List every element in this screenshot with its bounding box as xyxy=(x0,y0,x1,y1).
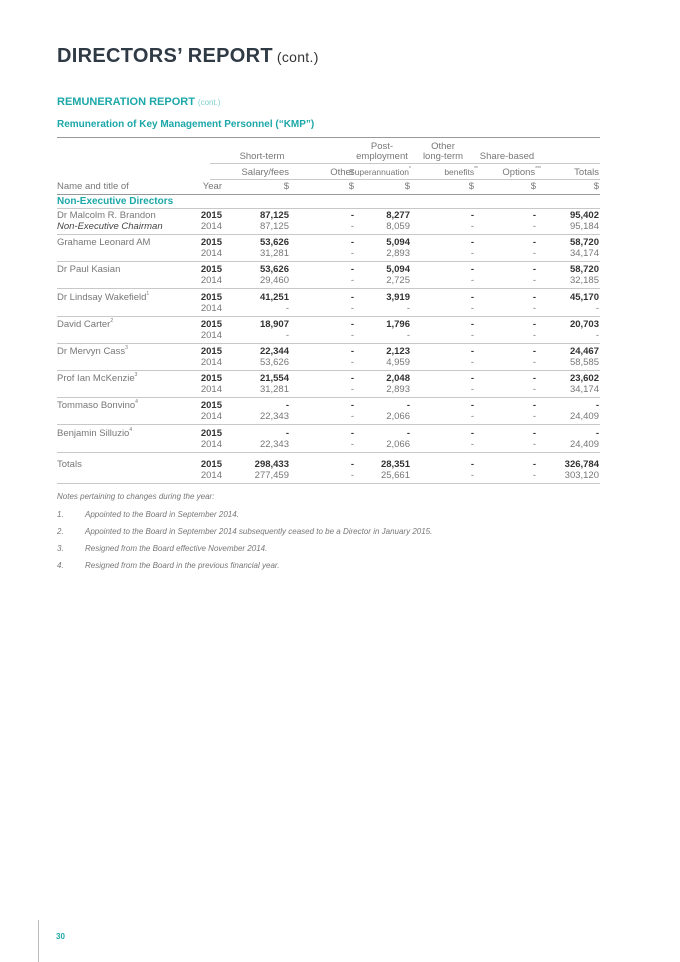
cell-salary: 41,251 xyxy=(259,291,289,303)
cell-benefits: - xyxy=(470,248,474,260)
cell-year: 2014 xyxy=(200,275,222,287)
footnote-marker: 3 xyxy=(125,345,128,351)
cell-salary: 21,554 xyxy=(259,373,289,385)
table-rule xyxy=(57,261,600,262)
header-other-long-term: long-term xyxy=(422,151,464,162)
cell-options: - xyxy=(532,237,536,249)
header-unit-other: $ xyxy=(348,181,354,192)
cell-salary: - xyxy=(285,302,289,314)
footnote-marker: ** xyxy=(474,166,478,172)
table-rule xyxy=(210,179,600,180)
page-title: DIRECTORS’ REPORT (cont.) xyxy=(57,45,319,67)
cell-totals: 32,185 xyxy=(569,275,599,287)
cell-salary: 298,433 xyxy=(254,458,289,470)
cell-year: 2015 xyxy=(200,400,222,412)
header-unit-salary: $ xyxy=(283,181,289,192)
cell-super: 2,048 xyxy=(386,373,410,385)
director-name: Dr Paul Kasian xyxy=(57,264,121,276)
cell-year: 2014 xyxy=(200,221,222,232)
cell-year: 2014 xyxy=(200,302,222,314)
cell-year: 2015 xyxy=(200,318,222,330)
header-short-term: Short-term xyxy=(239,151,285,162)
page-number: 30 xyxy=(56,932,65,941)
cell-benefits: - xyxy=(470,411,474,423)
cell-benefits: - xyxy=(470,302,474,314)
footnote-marker: 1 xyxy=(146,290,150,297)
cell-options: - xyxy=(532,275,536,287)
cell-totals: 45,170 xyxy=(569,291,599,303)
cell-totals: 303,120 xyxy=(564,469,599,481)
cell-super: - xyxy=(406,400,410,412)
header-unit-benefits: $ xyxy=(468,181,474,192)
cell-super: 2,066 xyxy=(386,438,410,450)
cell-year: 2015 xyxy=(200,237,222,249)
note-item xyxy=(57,510,239,519)
cell-options: - xyxy=(532,210,536,221)
director-name: Prof Ian McKenzie$^3$ xyxy=(57,372,138,385)
cell-benefits: - xyxy=(470,210,474,221)
cell-salary: - xyxy=(285,329,289,341)
cell-salary: 87,125 xyxy=(259,210,289,221)
header-year: Year xyxy=(202,181,222,192)
cell-salary: 87,125 xyxy=(259,221,289,232)
cell-super: 8,059 xyxy=(386,221,410,232)
cell-other: - xyxy=(350,248,354,260)
table-rule xyxy=(57,288,600,289)
cell-year: 2015 xyxy=(200,346,222,357)
cell-totals: - xyxy=(595,302,599,314)
header-post-employment: employment xyxy=(356,151,408,162)
cell-other: - xyxy=(350,346,354,357)
cell-benefits: - xyxy=(470,329,474,341)
cell-year: 2015 xyxy=(200,210,222,221)
cell-totals: 326,784 xyxy=(564,458,599,470)
cell-salary: 31,281 xyxy=(259,384,289,396)
header-other: Other xyxy=(330,167,354,178)
director-name: Dr Mervyn Cass$^3$ xyxy=(57,345,128,357)
cell-other: - xyxy=(350,384,354,396)
cell-totals: 34,174 xyxy=(569,248,599,260)
cell-salary: 18,907 xyxy=(259,318,289,330)
cell-other: - xyxy=(350,400,354,412)
cell-benefits: - xyxy=(470,237,474,249)
cell-salary: 22,343 xyxy=(259,411,289,423)
table-rule xyxy=(210,163,600,164)
table-rule xyxy=(57,208,600,209)
cell-salary: 53,626 xyxy=(259,357,289,368)
cell-year: 2015 xyxy=(200,458,222,470)
cell-super: 25,661 xyxy=(380,469,410,481)
table-subtitle: Remuneration of Key Management Personnel (“KMP”) xyxy=(57,119,315,130)
cell-totals: 95,184 xyxy=(569,221,599,232)
note-text: Resigned from the Board in the previous financial year. xyxy=(85,561,280,570)
header-other-long-term: Other xyxy=(431,141,455,152)
cell-totals: 20,703 xyxy=(569,318,599,330)
cell-super: 2,893 xyxy=(386,248,410,260)
cell-totals: 24,409 xyxy=(569,438,599,450)
table-rule xyxy=(57,316,600,317)
cell-options: - xyxy=(532,384,536,396)
footnote-marker: 3 xyxy=(134,372,138,379)
cell-salary: 53,626 xyxy=(259,264,289,276)
cell-options: - xyxy=(532,318,536,330)
cell-options: - xyxy=(532,373,536,385)
note-number: 2. xyxy=(57,527,64,536)
cell-year: 2014 xyxy=(200,357,222,368)
cell-other: - xyxy=(350,427,354,439)
cell-options: - xyxy=(532,221,536,232)
director-name: Grahame Leonard AM xyxy=(57,237,151,249)
cell-super: - xyxy=(406,302,410,314)
cell-year: 2015 xyxy=(200,291,222,303)
cell-super: - xyxy=(406,329,410,341)
cell-totals: - xyxy=(595,400,599,412)
cell-other: - xyxy=(350,329,354,341)
group-non-executive-directors: Non-Executive Directors xyxy=(57,196,174,207)
header-share-based: Share-based xyxy=(479,151,535,162)
cell-options: - xyxy=(532,411,536,423)
table-rule xyxy=(57,343,600,344)
cell-year: 2014 xyxy=(200,438,222,450)
note-text: Resigned from the Board effective November 2014. xyxy=(85,544,268,553)
cell-salary: 22,343 xyxy=(259,438,289,450)
cell-year: 2015 xyxy=(200,427,222,439)
cell-year: 2014 xyxy=(200,384,222,396)
note-text: Appointed to the Board in September 2014. xyxy=(85,510,239,519)
cell-benefits: - xyxy=(470,469,474,481)
page-margin-rule xyxy=(38,920,39,962)
cell-benefits: - xyxy=(470,427,474,439)
cell-benefits: - xyxy=(470,357,474,368)
director-name: Benjamin Silluzio$^4$ xyxy=(57,426,133,439)
table-rule xyxy=(57,452,600,453)
cell-super: 3,919 xyxy=(386,291,410,303)
director-name: Dr Malcolm R. Brandon xyxy=(57,210,156,221)
section-heading: REMUNERATION REPORT (cont.) xyxy=(57,96,221,108)
cell-year: 2014 xyxy=(200,469,222,481)
cell-super: 1,796 xyxy=(386,318,410,330)
table-rule xyxy=(57,424,600,425)
cell-options: - xyxy=(532,357,536,368)
header-totals: Totals xyxy=(574,167,599,178)
cell-salary: 31,281 xyxy=(259,248,289,260)
table-rule xyxy=(57,397,600,398)
cell-salary: 29,460 xyxy=(259,275,289,287)
cell-totals: - xyxy=(595,427,599,439)
note-item xyxy=(57,544,267,553)
cell-super: - xyxy=(406,427,410,439)
header-unit-totals: $ xyxy=(593,181,599,192)
cell-super: 5,094 xyxy=(386,264,410,276)
table-rule xyxy=(57,194,600,195)
section-heading-cont: (cont.) xyxy=(197,98,221,107)
cell-other: - xyxy=(350,469,354,481)
cell-other: - xyxy=(350,458,354,470)
cell-benefits: - xyxy=(470,438,474,450)
table-rule xyxy=(57,234,600,235)
cell-other: - xyxy=(350,221,354,232)
cell-other: - xyxy=(350,291,354,303)
cell-other: - xyxy=(350,438,354,450)
cell-totals: 95,402 xyxy=(569,210,599,221)
cell-benefits: - xyxy=(470,275,474,287)
cell-year: 2014 xyxy=(200,411,222,423)
director-name: Dr Lindsay Wakefield$^1$ xyxy=(57,290,150,303)
cell-super: 2,725 xyxy=(386,275,410,287)
cell-benefits: - xyxy=(470,373,474,385)
cell-other: - xyxy=(350,237,354,249)
cell-salary: 53,626 xyxy=(259,237,289,249)
note-number: 1. xyxy=(57,510,64,519)
cell-totals: 58,585 xyxy=(569,357,599,368)
cell-options: - xyxy=(532,469,536,481)
cell-options: - xyxy=(532,291,536,303)
footnote-marker: *** xyxy=(535,166,541,172)
cell-other: - xyxy=(350,275,354,287)
cell-benefits: - xyxy=(470,264,474,276)
cell-benefits: - xyxy=(470,400,474,412)
cell-super: 2,066 xyxy=(386,411,410,423)
cell-benefits: - xyxy=(470,221,474,232)
cell-year: 2015 xyxy=(200,373,222,385)
cell-benefits: - xyxy=(470,384,474,396)
table-rule xyxy=(57,483,600,484)
footnote-marker: * xyxy=(409,166,411,172)
cell-super: 2,893 xyxy=(386,384,410,396)
cell-salary: - xyxy=(285,427,289,439)
cell-totals: 23,602 xyxy=(569,373,599,385)
cell-options: - xyxy=(532,346,536,357)
cell-super: 28,351 xyxy=(380,458,410,470)
cell-other: - xyxy=(350,318,354,330)
cell-options: - xyxy=(532,427,536,439)
cell-salary: 277,459 xyxy=(254,469,289,481)
header-benefits: benefits** xyxy=(444,166,478,177)
cell-super: 4,959 xyxy=(386,357,410,368)
footnote-marker: 4 xyxy=(135,399,138,406)
cell-benefits: - xyxy=(470,346,474,357)
footnote-marker: 2 xyxy=(110,317,114,324)
director-title: Non-Executive Chairman xyxy=(57,221,163,232)
header-salary-fees: Salary/fees xyxy=(241,167,289,178)
director-name: David Carter$^2$ xyxy=(57,317,114,330)
cell-totals: 58,720 xyxy=(569,264,599,276)
footnote-marker: 4 xyxy=(129,426,133,433)
cell-options: - xyxy=(532,400,536,412)
cell-totals: 24,409 xyxy=(569,411,599,423)
notes-intro: Notes pertaining to changes during the year: xyxy=(57,492,215,501)
cell-other: - xyxy=(350,210,354,221)
cell-options: - xyxy=(532,248,536,260)
cell-totals: 34,174 xyxy=(569,384,599,396)
cell-totals: 58,720 xyxy=(569,237,599,249)
cell-other: - xyxy=(350,411,354,423)
cell-other: - xyxy=(350,302,354,314)
cell-options: - xyxy=(532,302,536,314)
cell-super: 2,123 xyxy=(386,346,410,357)
cell-salary: 22,344 xyxy=(259,346,289,357)
header-options: Options*** xyxy=(502,166,541,178)
cell-other: - xyxy=(350,264,354,276)
note-item xyxy=(57,527,432,536)
cell-year: 2015 xyxy=(200,264,222,276)
cell-benefits: - xyxy=(470,458,474,470)
cell-benefits: - xyxy=(470,291,474,303)
cell-salary: - xyxy=(285,400,289,412)
header-unit-options: $ xyxy=(530,181,536,192)
header-name-title: Name and title of xyxy=(57,181,129,192)
table-rule xyxy=(57,137,600,138)
cell-super: 8,277 xyxy=(386,210,410,221)
note-item xyxy=(57,561,279,570)
cell-other: - xyxy=(350,357,354,368)
cell-benefits: - xyxy=(470,318,474,330)
cell-year: 2014 xyxy=(200,329,222,341)
cell-totals: 24,467 xyxy=(569,346,599,357)
cell-totals: - xyxy=(595,329,599,341)
cell-year: 2014 xyxy=(200,248,222,260)
header-unit-super: $ xyxy=(404,181,410,192)
header-superannuation: Superannuation* xyxy=(349,166,411,177)
note-text: Appointed to the Board in September 2014 subsequently ceased to be a Director in January 2015. xyxy=(85,527,433,536)
cell-super: 5,094 xyxy=(386,237,410,249)
cell-other: - xyxy=(350,373,354,385)
header-post-employment: Post- xyxy=(370,141,394,152)
table-rule xyxy=(57,370,600,371)
cell-options: - xyxy=(532,264,536,276)
cell-options: - xyxy=(532,438,536,450)
totals-label: Totals xyxy=(57,458,82,470)
page-title-cont: (cont.) xyxy=(276,49,319,65)
cell-options: - xyxy=(532,329,536,341)
director-name: Tommaso Bonvino$^4$ xyxy=(57,399,138,412)
note-number: 3. xyxy=(57,544,64,553)
cell-options: - xyxy=(532,458,536,470)
note-number: 4. xyxy=(57,561,64,570)
